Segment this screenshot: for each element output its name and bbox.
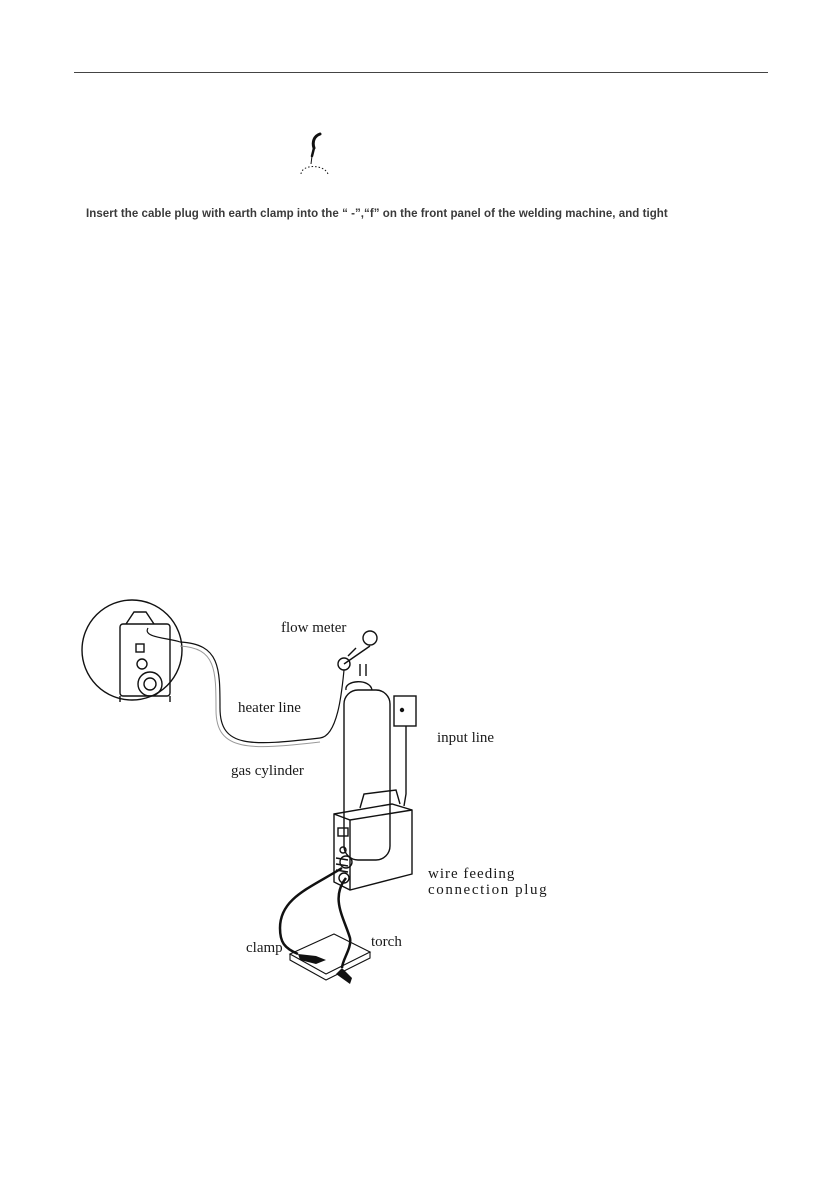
clamp-cable [280,868,342,954]
instruction-text: Insert the cable plug with earth clamp into the “ -”,“f” on the front panel of the welding machine, and tight [86,208,668,220]
torch-head [336,968,352,984]
welding-torch-icon [298,130,334,176]
torch-cable [339,878,351,968]
welding-machine [334,790,412,890]
heater-line [180,642,344,743]
rear-panel-inset [82,600,182,702]
label-heater-line: heater line [238,700,301,716]
gas-cylinder [338,631,390,860]
label-flow-meter: flow meter [281,620,347,636]
header-rule [74,72,768,73]
label-input-line: input line [437,730,495,746]
label-torch: torch [371,934,402,950]
earth-clamp [298,954,326,964]
label-clamp: clamp [246,940,283,956]
label-connection-plug: connection plug [428,882,549,898]
label-wire-feeding: wire feeding [428,866,516,882]
input-line-box [394,696,416,806]
label-gas-cylinder: gas cylinder [231,763,304,779]
mig-setup-diagram [80,598,560,998]
